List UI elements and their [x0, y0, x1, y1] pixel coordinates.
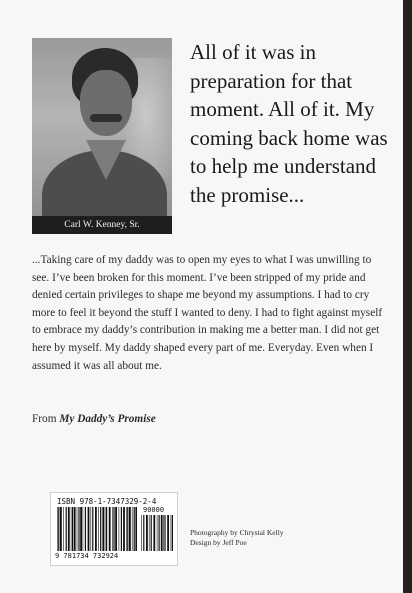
barcode-bar — [149, 515, 150, 551]
pull-quote: All of it was in preparation for that moment. All of it. My coming back home was to help me understand the promise... — [190, 40, 388, 207]
barcode-bar — [77, 507, 78, 551]
barcode-digits: 9 781734 732924 — [55, 552, 119, 560]
barcode-bar — [167, 515, 169, 551]
isbn-barcode — [50, 492, 178, 566]
photo-face — [80, 70, 132, 136]
barcode-bar — [57, 507, 58, 551]
barcode-bar — [91, 507, 92, 551]
barcode-bar — [58, 507, 59, 551]
barcode-bar — [171, 515, 172, 551]
barcode-bar — [102, 507, 104, 551]
barcode-bar — [119, 507, 120, 551]
barcode-bar — [159, 515, 160, 551]
barcode-bar — [95, 507, 97, 551]
barcode-bar — [135, 507, 137, 551]
isbn-number: ISBN 978-1-7347329-2-4 — [57, 497, 157, 506]
barcode-bar — [127, 507, 128, 551]
barcode-bar — [153, 515, 155, 551]
photo-mustache — [90, 114, 122, 122]
barcode-bar — [98, 507, 99, 551]
barcode-bar — [123, 507, 125, 551]
barcode-bar — [157, 515, 158, 551]
barcode-bar — [146, 515, 148, 551]
barcode-bar — [129, 507, 131, 551]
barcode-bar — [109, 507, 111, 551]
barcode-bar — [143, 515, 144, 551]
barcode-bar — [115, 507, 117, 551]
excerpt-text: ...Taking care of my daddy was to open my eyes to what I was unwilling to see. I’ve been broken for this moment. I’ve been stripped of my pride and denied certain privileges to shape me beyond my assumptions. I had to cry more to feel it beyond the stuff I wanted to deny. I had to fight against myself to embrace my daddy’s contribution in making me a better man. I did not get here by myself. My daddy shaped every part of me. Everyday. Even when I assumed it was all about me. — [32, 254, 383, 372]
barcode-bars — [57, 507, 137, 551]
barcode-bar — [72, 507, 73, 551]
source-line — [32, 413, 156, 425]
credits — [190, 528, 284, 548]
barcode-bar — [92, 507, 93, 551]
barcode-bar — [80, 507, 82, 551]
barcode-bar — [100, 507, 101, 551]
barcode-bar — [172, 515, 173, 551]
barcode-bar — [85, 507, 86, 551]
barcode-bar — [112, 507, 113, 551]
barcode-bar — [105, 507, 106, 551]
barcode-bar — [151, 515, 152, 551]
barcode-bar — [63, 507, 64, 551]
barcode-bar — [134, 507, 135, 551]
barcode-addon-bars — [141, 515, 173, 551]
photo-caption: Carl W. Kenney, Sr. — [32, 216, 172, 234]
barcode-bar — [66, 507, 67, 551]
source-prefix: From — [32, 413, 57, 425]
spine-edge — [403, 0, 412, 593]
barcode-bar — [83, 507, 84, 551]
barcode-bar — [74, 507, 76, 551]
barcode-bar — [88, 507, 90, 551]
barcode-bar — [68, 507, 70, 551]
barcode-bar — [71, 507, 72, 551]
barcode-bar — [141, 515, 142, 551]
barcode-bar — [121, 507, 122, 551]
photography-credit: Photography by Chrystal Kelly — [190, 528, 284, 537]
barcode-bar — [113, 507, 114, 551]
barcode-bar — [132, 507, 133, 551]
design-credit: Design by Jeff Poe — [190, 538, 247, 547]
barcode-bar — [126, 507, 127, 551]
barcode-bar — [106, 507, 107, 551]
barcode-bar — [60, 507, 62, 551]
source-title: My Daddy’s Promise — [59, 413, 156, 425]
barcode-bar — [161, 515, 163, 551]
barcode-addon-digits: 90000 — [143, 506, 165, 514]
barcode-bar — [164, 515, 165, 551]
barcode-bar — [163, 515, 164, 551]
author-photo — [32, 38, 172, 234]
barcode-bar — [78, 507, 79, 551]
